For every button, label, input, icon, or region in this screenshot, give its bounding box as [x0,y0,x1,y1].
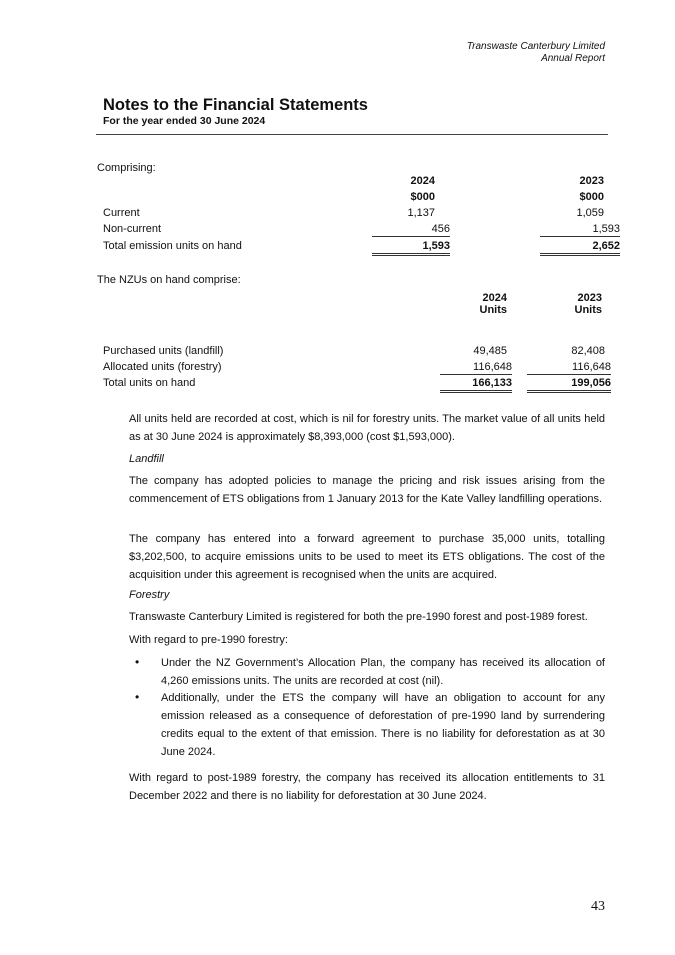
table2-row-value-2023: 82,408 [571,345,605,357]
table2-total-2023: 199,056 [527,377,611,393]
table2-row-value-2024: 49,485 [473,345,507,357]
table2-row-value-2023: 116,648 [527,361,611,375]
table1-unit-2024: $000 [410,191,435,203]
bullet-deforestation-obligation: Additionally, under the ETS the company will have an obligation to account for any emission released as a consequence of deforestation of pre-1990 land by surrendering credits equal to the extent of that emission. There is no liability for deforestation as at 30 June 2024. [161,692,605,758]
table1-total-2023: 2,652 [540,240,620,256]
table1-unit-2023: $000 [579,191,604,203]
table1-row-value-2024: 1,137 [407,207,435,219]
table2-total-label: Total units on hand [103,377,196,389]
paragraph-post1989: With regard to post-1989 forestry, the company has received its allocation entitlements to 31 December 2022 and there is no liability for deforestation at 30 June 2024. [129,772,605,802]
table1-row-label: Current [103,207,140,219]
report-name: Annual Report [541,53,605,64]
title-divider [96,134,608,135]
table1-col-2023: 2023 [579,175,604,187]
table2-intro: The NZUs on hand comprise: [97,274,241,286]
table1-row-value-2024: 456 [372,223,450,237]
table2-col-2024: 2024 [482,292,507,304]
table2-unit-2023: Units [574,304,602,316]
table1-row-value-2023: 1,059 [576,207,604,219]
paragraph-market-value: All units held are recorded at cost, which is nil for forestry units. The market value of all units held as at 30 June 2024 is approximately $8,393,000 (cost $1,593,000). [129,413,605,443]
bullet-marker: • [135,690,140,704]
bullet-marker: • [135,655,140,669]
heading-forestry: Forestry [129,589,170,601]
heading-landfill: Landfill [129,453,164,465]
company-name: Transwaste Canterbury Limited [466,41,605,52]
table1-total-label: Total emission units on hand [103,240,242,252]
paragraph-pre1990-intro: With regard to pre-1990 forestry: [129,634,288,646]
bullet-allocation-plan: Under the NZ Government’s Allocation Plan, the company has received its allocation of 4,260 emissions units. The units are recorded at cost (nil). [161,657,605,687]
paragraph-landfill-policies: The company has adopted policies to manage the pricing and risk issues arising from the commencement of ETS obligations from 1 January 2013 for the Kate Valley landfilling operations. [129,475,605,505]
table1-intro: Comprising: [97,162,156,174]
table1-total-2024: 1,593 [372,240,450,256]
table1-row-value-2023: 1,593 [540,223,620,237]
table2-col-2023: 2023 [577,292,602,304]
page-subtitle: For the year ended 30 June 2024 [103,115,266,127]
page-title: Notes to the Financial Statements [103,96,368,114]
table2-unit-2024: Units [479,304,507,316]
page-number: 43 [591,899,605,914]
table1-row-label: Non-current [103,223,162,235]
table2-row-label: Allocated units (forestry) [103,361,222,373]
table1-col-2024: 2024 [410,175,435,187]
report-header [467,41,605,65]
paragraph-forward-agreement: The company has entered into a forward agreement to purchase 35,000 units, totalling $3,202,500, to acquire emissions units to be used to meet its ETS obligations. The cost of the acquisition under this agreement is recognised when the units are acquired. [129,533,605,581]
table2-row-label: Purchased units (landfill) [103,345,224,357]
paragraph-forest-registration: Transwaste Canterbury Limited is registered for both the pre-1990 forest and post-1989 forest. [129,611,588,623]
table2-row-value-2024: 116,648 [440,361,512,375]
table2-total-2024: 166,133 [440,377,512,393]
